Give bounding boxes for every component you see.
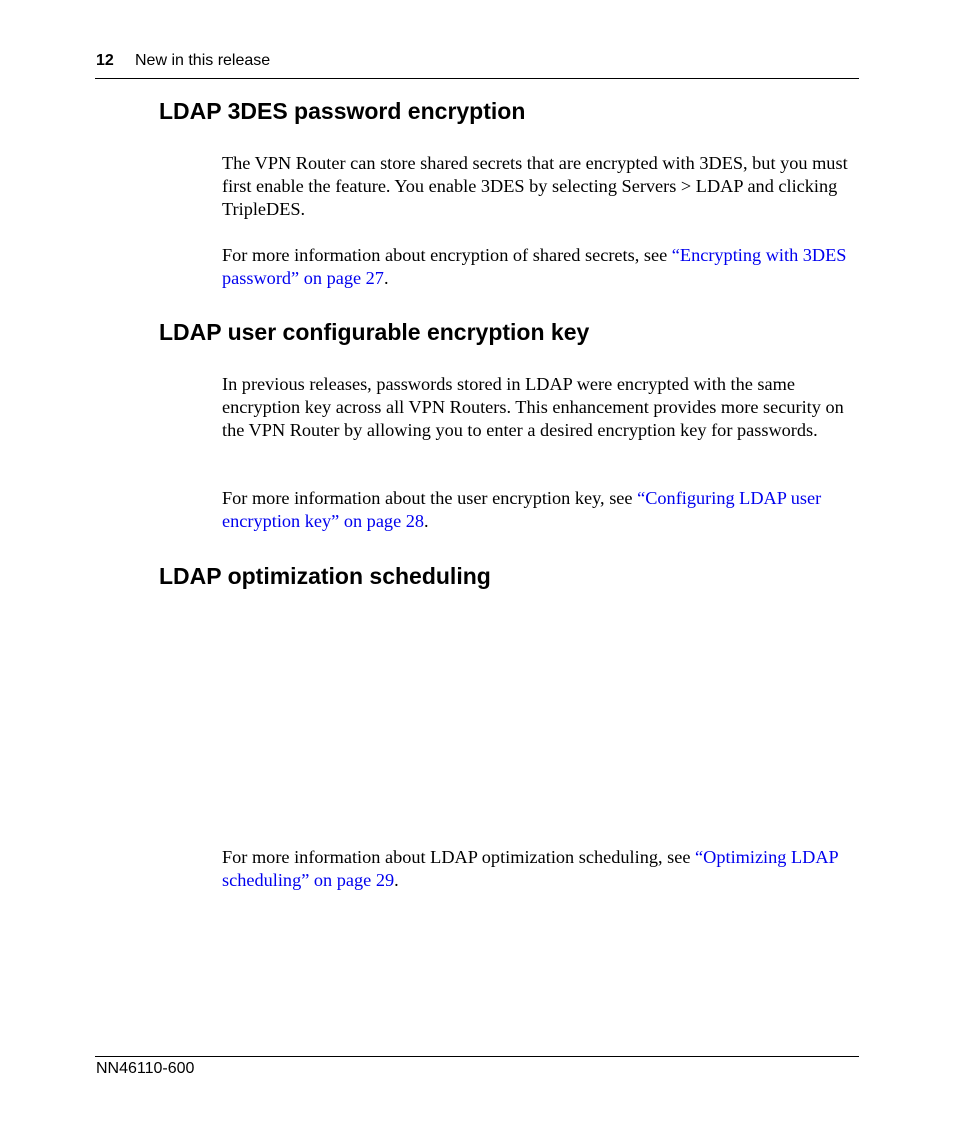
page-footer bbox=[95, 1056, 859, 1077]
reference-suffix: . bbox=[383, 268, 389, 288]
reference-suffix: . bbox=[424, 511, 429, 531]
section-encryption-key-reference bbox=[222, 487, 862, 533]
document-number: NN46110-600 bbox=[96, 1060, 195, 1077]
reference-prefix: For more information about the user encryption key, see bbox=[222, 488, 638, 508]
section-encryption-key-paragraph: In previous releases, passwords stored in LDAP were encrypted with the same encryption key across all VPN Routers. This enhancement provides more security on the VPN Router by allowing you to enter a desired encryption key for passwords. bbox=[222, 374, 844, 440]
reference-prefix: For more information about LDAP optimization scheduling, see bbox=[222, 847, 696, 867]
link-optimizing-scheduling[interactable]: “Optimizing LDAP scheduling” on page 29 bbox=[222, 847, 839, 890]
section-heading-3des: LDAP 3DES password encryption bbox=[159, 98, 526, 124]
running-header-title: New in this release bbox=[135, 52, 271, 69]
section-optimization-reference bbox=[222, 846, 862, 892]
section-3des-reference bbox=[222, 244, 862, 290]
link-configuring-encryption-key[interactable]: “Configuring LDAP user encryption key” on page 28 bbox=[222, 488, 822, 531]
section-heading-encryption-key: LDAP user configurable encryption key bbox=[159, 319, 590, 345]
reference-suffix: . bbox=[394, 870, 399, 890]
page-number: 12 bbox=[96, 52, 114, 69]
section-3des-paragraph: The VPN Router can store shared secrets that are encrypted with 3DES, but you must first enable the feature. You enable 3DES by selecting Servers > LDAP and clicking TripleDES. bbox=[222, 153, 848, 219]
link-encrypting-3des[interactable]: “Encrypting with 3DES password” on page 27 bbox=[222, 245, 847, 288]
section-heading-optimization: LDAP optimization scheduling bbox=[159, 563, 491, 589]
reference-prefix: For more information about encryption of shared secrets, see bbox=[222, 245, 672, 265]
page-header bbox=[95, 50, 859, 79]
